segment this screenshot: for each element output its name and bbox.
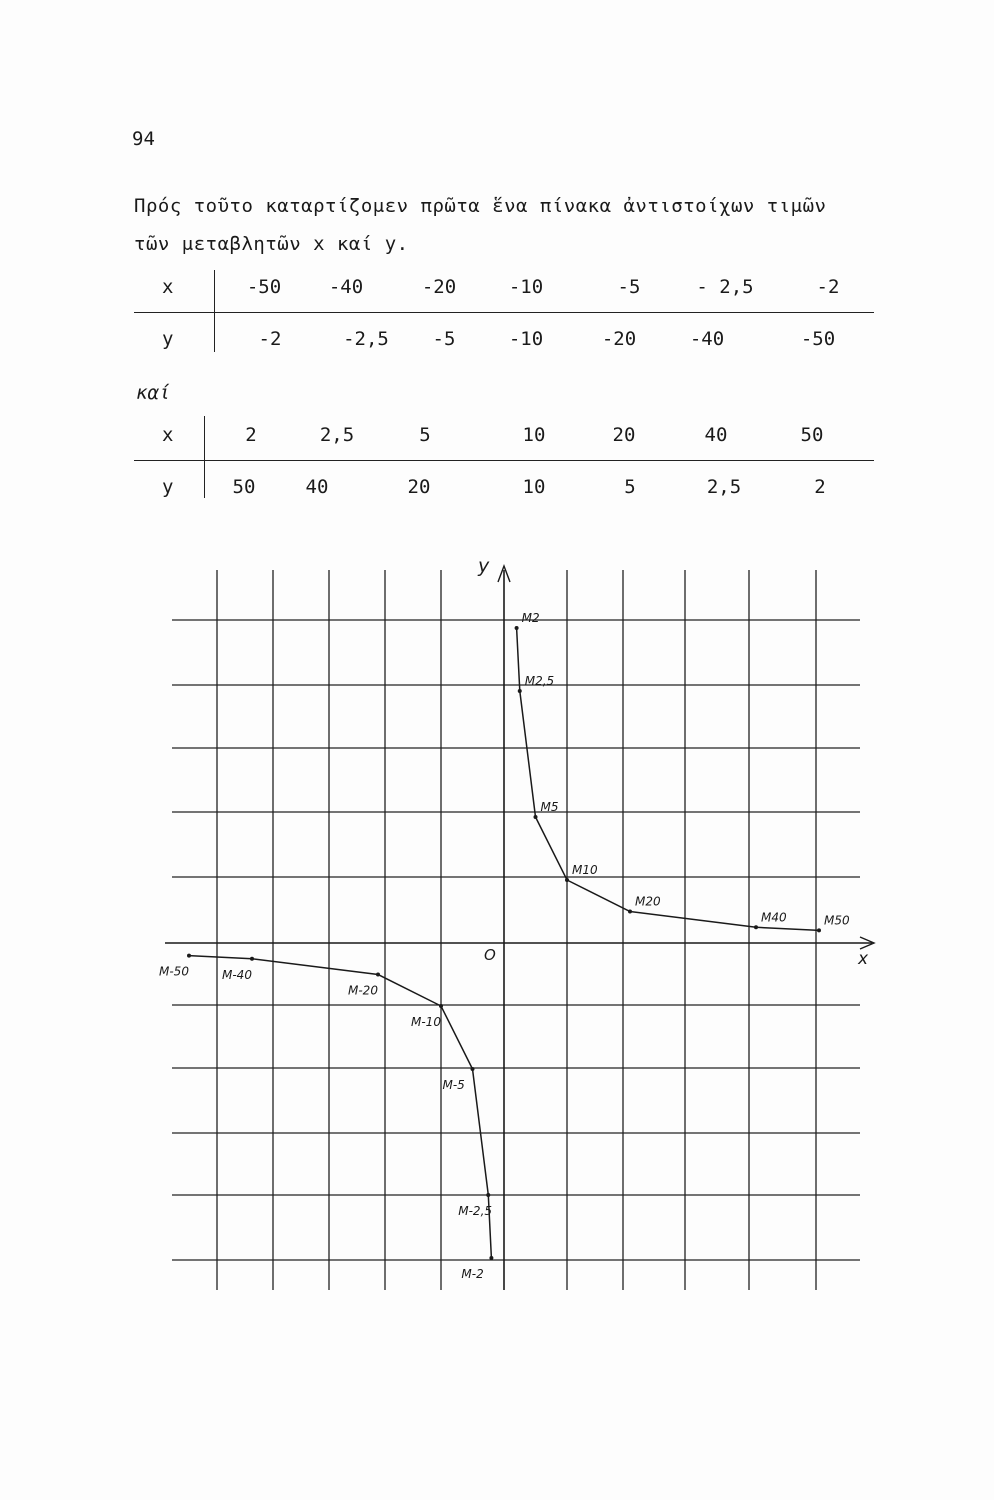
table-cell: 5 (419, 424, 431, 446)
point-label: M-40 (222, 967, 252, 982)
table-cell: -2 (258, 328, 282, 350)
page-number: 94 (132, 128, 155, 150)
point-label: M-2 (461, 1267, 484, 1281)
point-label: M-2,5 (458, 1204, 493, 1218)
table-cell: -2 (816, 276, 840, 298)
curve-point (518, 689, 522, 693)
table-cell: 2,5 (319, 424, 355, 446)
table-row-y (134, 314, 874, 366)
table-cell: 2 (245, 424, 257, 446)
point-label: M-50 (159, 964, 189, 979)
point-label: M20 (635, 894, 661, 909)
x-axis-label: x (858, 949, 869, 969)
conjunction-kai: καί (136, 382, 171, 404)
table-cell: 20 (407, 476, 431, 498)
curve-point (376, 973, 380, 977)
intro-line-2: τῶν μεταβλητῶν x καί y. (134, 233, 409, 255)
hyperbola-graph (0, 540, 994, 1300)
origin-label: O (484, 946, 496, 964)
table-cell: 50 (800, 424, 824, 446)
curve-point (534, 815, 538, 819)
table-cell: -50 (246, 276, 282, 298)
table-cell: 50 (232, 476, 256, 498)
values-table-negative (134, 262, 874, 366)
curve-point (439, 1004, 443, 1008)
table-cell: 20 (612, 424, 636, 446)
table-cell: -20 (601, 328, 637, 350)
point-label: M-20 (348, 983, 378, 998)
table-row-x (134, 410, 874, 462)
table-cell: -40 (689, 328, 725, 350)
row-label-y: y (162, 476, 174, 498)
values-table-positive (134, 410, 874, 514)
point-label: M40 (761, 910, 787, 925)
table-cell: -2,5 (343, 328, 389, 350)
point-label: M-5 (442, 1078, 465, 1092)
grid-lines (172, 570, 860, 1290)
table-cell: 2,5 (706, 476, 742, 498)
point-label: M10 (572, 863, 598, 877)
intro-line-1: Πρός τοῦτο καταρτίζομεν πρῶτα ἕνα πίνακα ἀντιστοίχων τιμῶν (134, 195, 827, 217)
table-cell: -10 (508, 276, 544, 298)
curve-point (250, 957, 254, 961)
table-cell: -20 (421, 276, 457, 298)
point-label: M-10 (411, 1015, 441, 1029)
table-cell: 40 (704, 424, 728, 446)
curve-point (187, 954, 191, 958)
row-label-y: y (162, 328, 174, 350)
table-row-y (134, 462, 874, 514)
table-cell: -40 (328, 276, 364, 298)
curve-negative-branch (189, 956, 491, 1258)
row-label-x: x (162, 424, 174, 446)
point-label: M50 (824, 913, 850, 928)
curve-point (754, 925, 758, 929)
curve-point (471, 1067, 475, 1071)
curve-positive-branch (517, 628, 819, 930)
table-cell: -10 (508, 328, 544, 350)
table-cell: 2 (814, 476, 826, 498)
intro-paragraph (134, 187, 904, 263)
table-cell: -5 (617, 276, 641, 298)
point-label: M5 (540, 800, 559, 814)
table-cell: 10 (522, 424, 546, 446)
table-rule (134, 312, 874, 313)
table-cell: 5 (624, 476, 636, 498)
table-cell: 10 (522, 476, 546, 498)
row-label-x: x (162, 276, 174, 298)
table-rule (134, 460, 874, 461)
table-cell: 40 (305, 476, 329, 498)
point-label: M2 (521, 611, 540, 625)
table-row-x (134, 262, 874, 314)
curve-point (489, 1256, 493, 1260)
curve-point (515, 626, 519, 630)
table-cell: - 2,5 (696, 276, 754, 298)
curve-point (486, 1193, 490, 1197)
y-axis-label: y (478, 555, 490, 577)
curve-point (565, 878, 569, 882)
curve-point (817, 928, 821, 932)
table-cell: -5 (432, 328, 456, 350)
point-label: M2,5 (524, 674, 555, 688)
table-cell: -50 (800, 328, 836, 350)
curve-point (628, 910, 632, 914)
